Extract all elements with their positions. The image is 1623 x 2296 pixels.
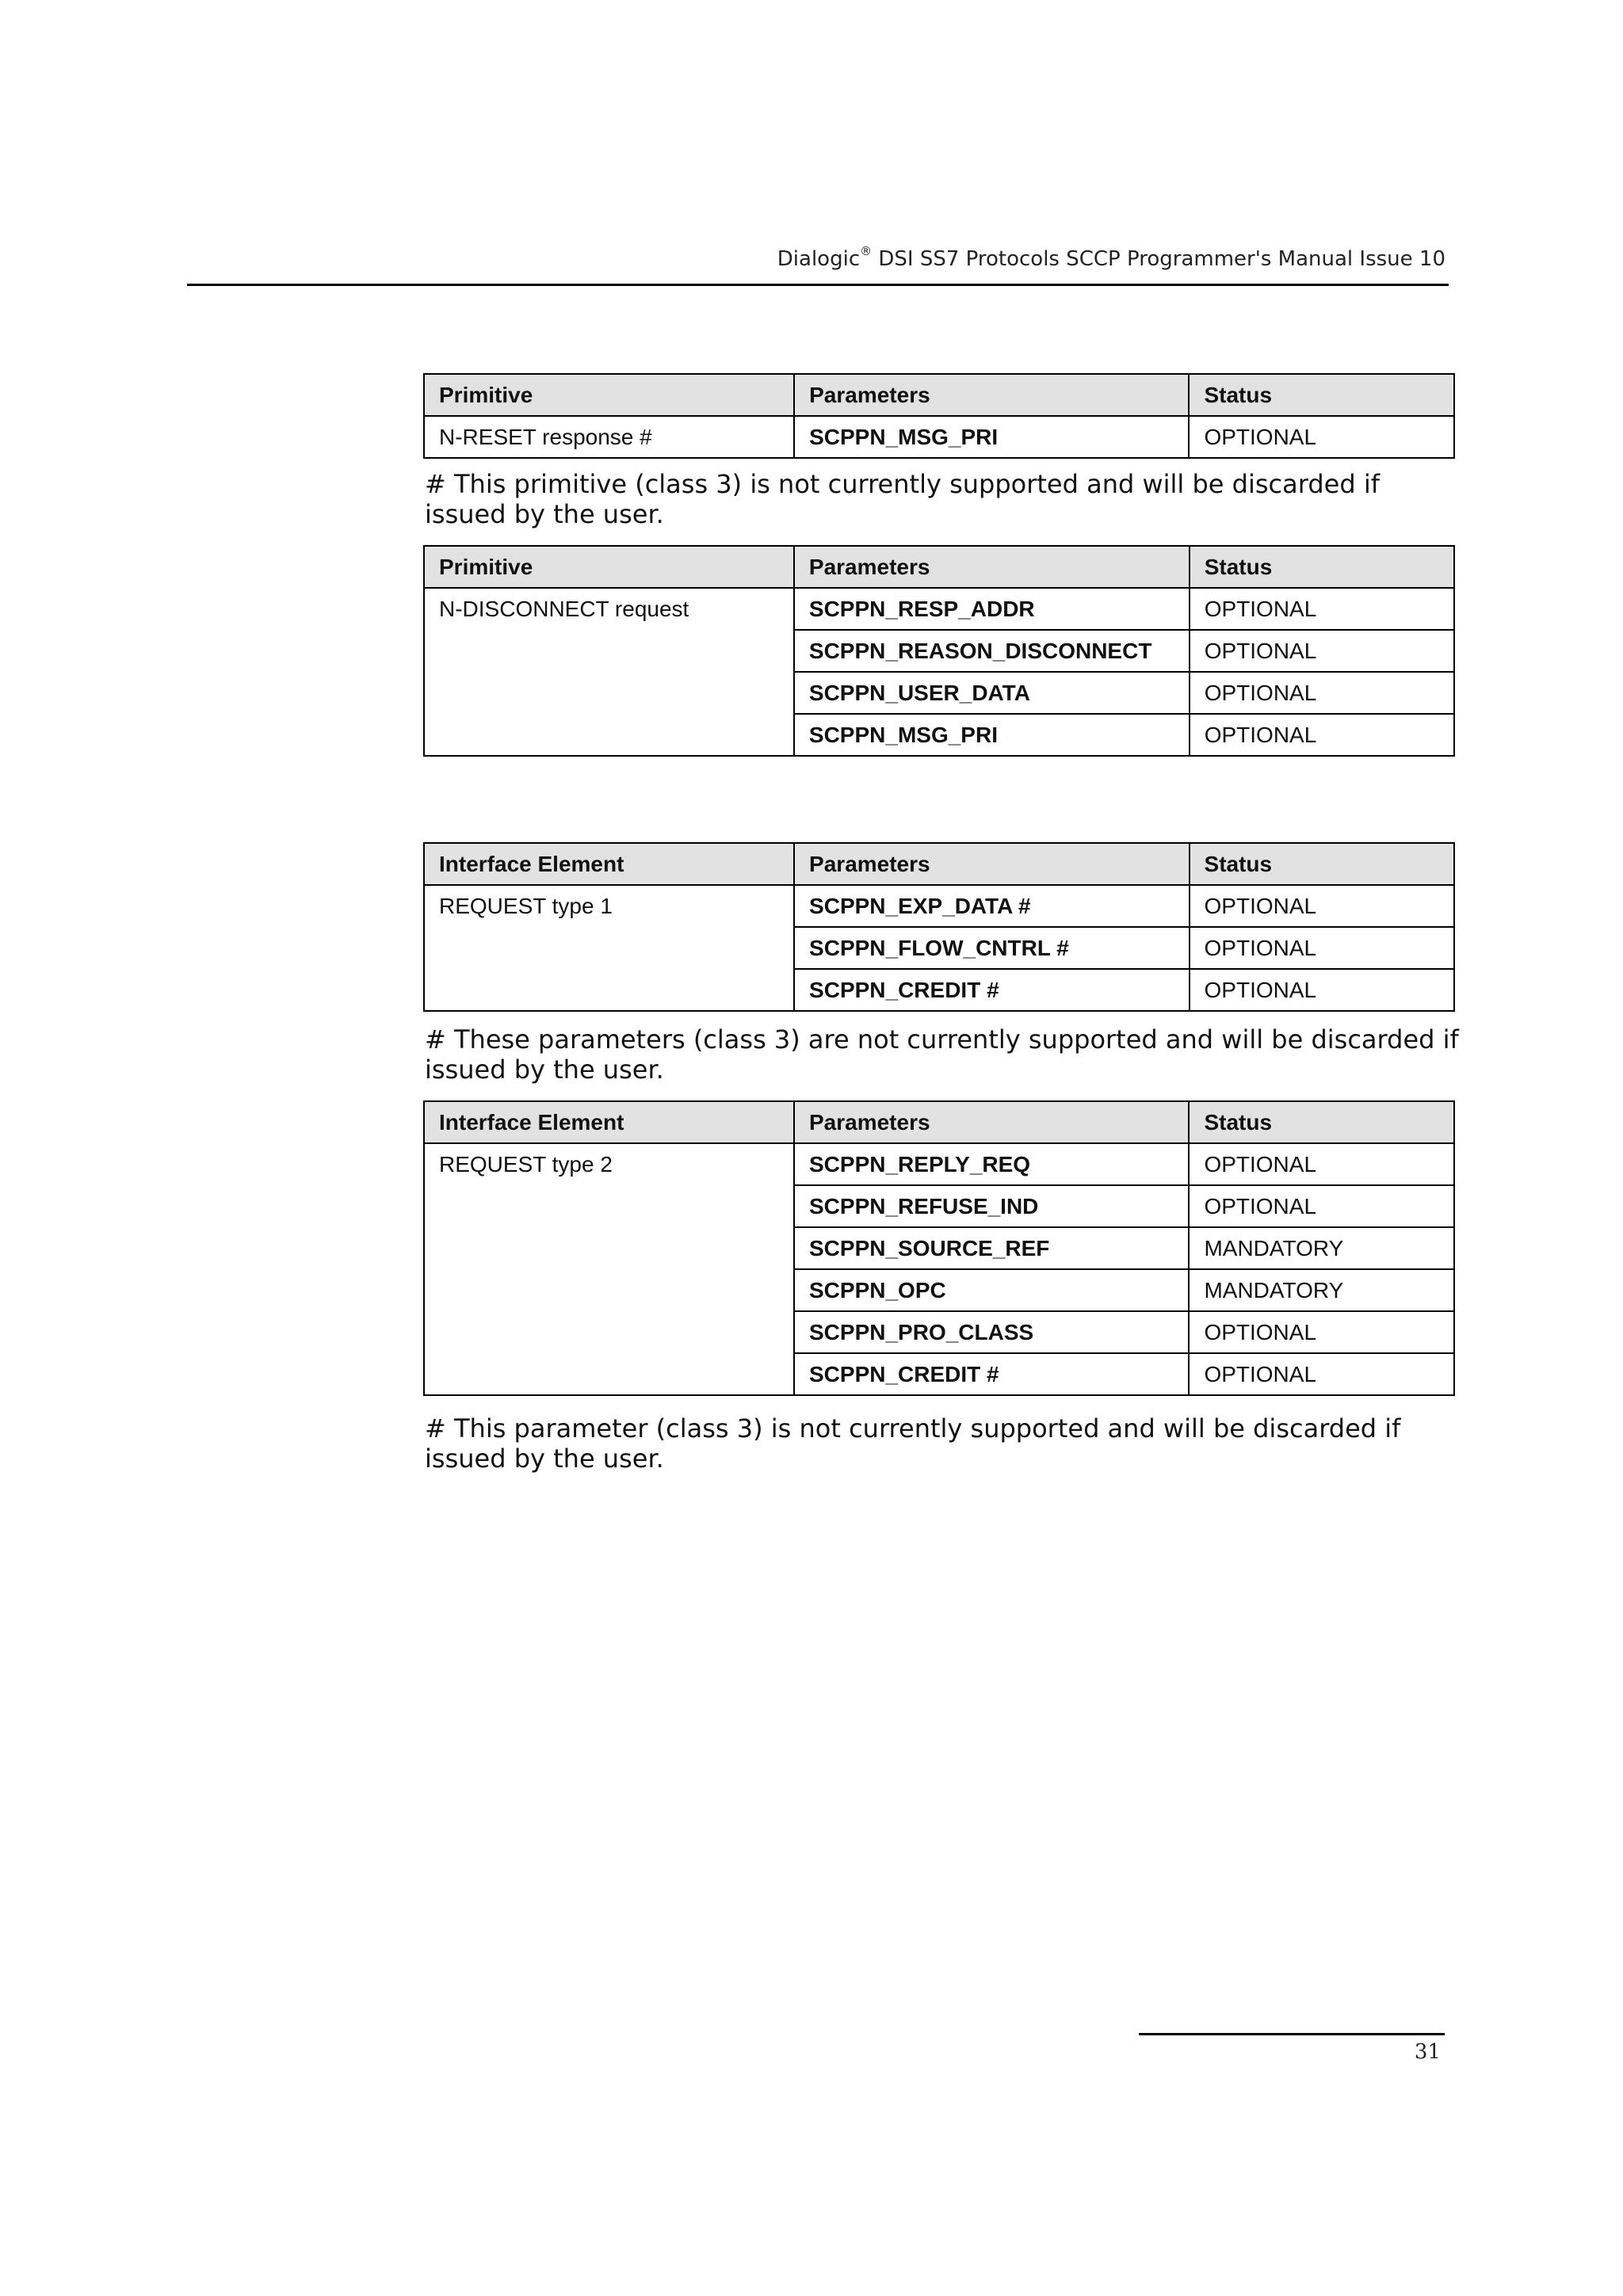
- header-cell: Primitive: [424, 546, 794, 588]
- header-cell: Interface Element: [424, 843, 794, 885]
- header-cell: Status: [1189, 1101, 1454, 1143]
- header-cell: Parameters: [794, 843, 1189, 885]
- element-cell: N-DISCONNECT request: [424, 588, 794, 756]
- parameter-cell: SCPPN_REFUSE_IND: [794, 1185, 1189, 1227]
- header-brand: Dialogic: [777, 247, 861, 271]
- header-cell: Parameters: [794, 546, 1190, 588]
- status-cell: OPTIONAL: [1190, 714, 1454, 756]
- table-row: [424, 416, 1454, 458]
- page-number: 31: [1414, 2040, 1441, 2064]
- header-cell: Status: [1190, 843, 1454, 885]
- table-row: [424, 885, 1454, 927]
- parameter-cell: SCPPN_OPC: [794, 1269, 1189, 1311]
- header-cell: Interface Element: [424, 1101, 794, 1143]
- status-cell: MANDATORY: [1189, 1269, 1454, 1311]
- parameter-cell: SCPPN_EXP_DATA #: [794, 885, 1189, 927]
- status-cell: OPTIONAL: [1190, 927, 1454, 969]
- status-cell: OPTIONAL: [1189, 1185, 1454, 1227]
- table-n-reset-response: [423, 373, 1455, 459]
- element-cell: N-RESET response #: [424, 416, 794, 458]
- parameter-cell: SCPPN_USER_DATA: [794, 672, 1190, 714]
- parameter-cell: SCPPN_FLOW_CNTRL #: [794, 927, 1189, 969]
- header-rule: [187, 284, 1449, 286]
- table-header-row: [424, 546, 1454, 588]
- parameter-cell: SCPPN_MSG_PRI: [794, 714, 1190, 756]
- status-cell: OPTIONAL: [1190, 969, 1454, 1011]
- header-cell: Parameters: [794, 1101, 1189, 1143]
- header-cell: Status: [1190, 546, 1454, 588]
- parameter-cell: SCPPN_MSG_PRI: [794, 416, 1189, 458]
- status-cell: OPTIONAL: [1190, 630, 1454, 672]
- table-header-row: [424, 843, 1454, 885]
- status-cell: MANDATORY: [1189, 1227, 1454, 1269]
- parameter-cell: SCPPN_CREDIT #: [794, 969, 1189, 1011]
- table-row: [424, 588, 1454, 630]
- header-manual-title: DSI SS7 Protocols SCCP Programmer's Manual Issue 10: [872, 247, 1445, 271]
- note-parameter-unsupported: # This parameter (class 3) is not currently supported and will be discarded if issued by the user.: [425, 1413, 1401, 1474]
- header-title: [777, 244, 1445, 271]
- table-header-row: [424, 374, 1454, 416]
- header-cell: Parameters: [794, 374, 1189, 416]
- status-cell: OPTIONAL: [1189, 416, 1454, 458]
- element-cell: REQUEST type 2: [424, 1143, 794, 1395]
- note-primitive-unsupported: # This primitive (class 3) is not currently supported and will be discarded if issued by the user.: [425, 469, 1380, 529]
- parameter-cell: SCPPN_REPLY_REQ: [794, 1143, 1189, 1185]
- registered-mark: ®: [860, 244, 873, 258]
- status-cell: OPTIONAL: [1189, 1353, 1454, 1395]
- status-cell: OPTIONAL: [1190, 588, 1454, 630]
- status-cell: OPTIONAL: [1189, 1311, 1454, 1353]
- status-cell: OPTIONAL: [1190, 885, 1454, 927]
- parameter-cell: SCPPN_REASON_DISCONNECT: [794, 630, 1190, 672]
- parameter-cell: SCPPN_PRO_CLASS: [794, 1311, 1189, 1353]
- header-cell: Status: [1189, 374, 1454, 416]
- header-cell: Primitive: [424, 374, 794, 416]
- parameter-cell: SCPPN_RESP_ADDR: [794, 588, 1190, 630]
- element-cell: REQUEST type 1: [424, 885, 794, 1011]
- status-cell: OPTIONAL: [1190, 672, 1454, 714]
- note-parameters-unsupported: # These parameters (class 3) are not currently supported and will be discarded if issued by the user.: [425, 1024, 1459, 1085]
- table-row: [424, 1143, 1454, 1185]
- table-request-type-2: [423, 1100, 1455, 1396]
- parameter-cell: SCPPN_CREDIT #: [794, 1353, 1189, 1395]
- footer-rule: [1139, 2033, 1445, 2035]
- status-cell: OPTIONAL: [1189, 1143, 1454, 1185]
- parameter-cell: SCPPN_SOURCE_REF: [794, 1227, 1189, 1269]
- table-n-disconnect-request: [423, 545, 1455, 757]
- table-request-type-1: [423, 842, 1455, 1012]
- table-header-row: [424, 1101, 1454, 1143]
